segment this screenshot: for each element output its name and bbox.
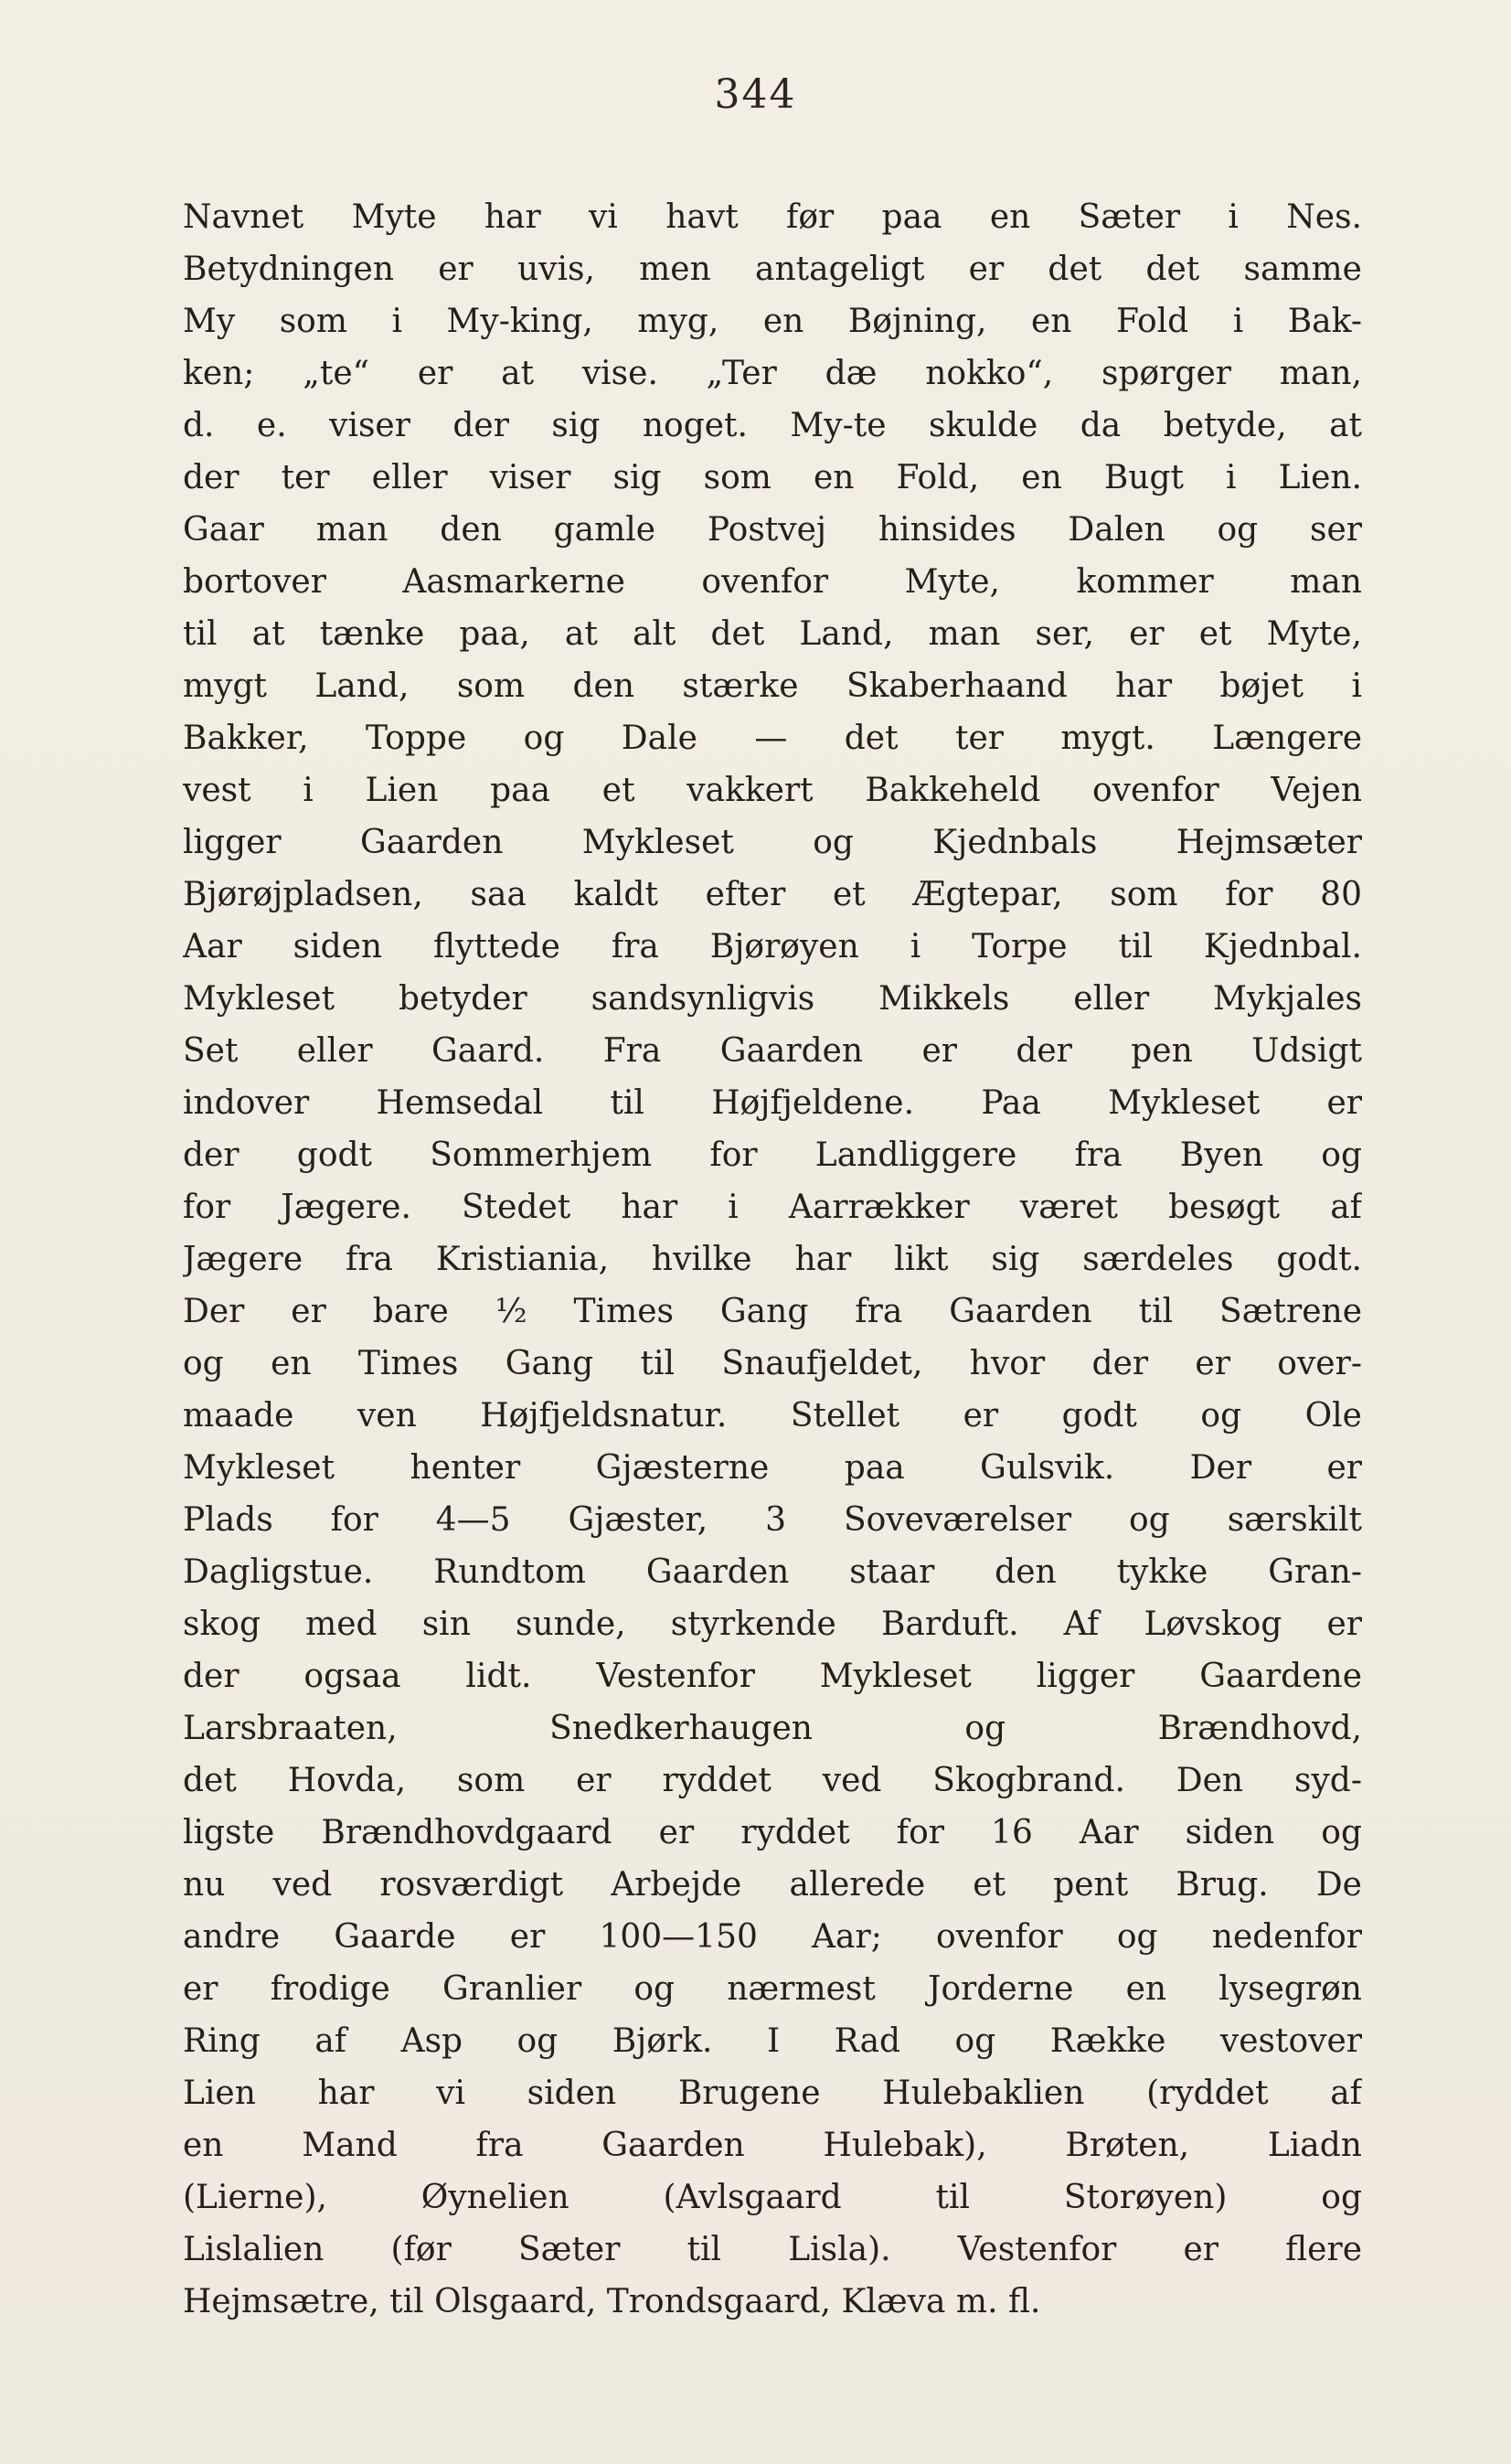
text-line: Aar siden flyttede fra Bjørøyen i Torpe til Kjednbal. bbox=[183, 928, 1362, 965]
text-line: Hejmsætre, til Olsgaard, Trondsgaard, Klæva m. fl. bbox=[183, 2283, 1041, 2320]
text-line: bortover Aasmarkerne ovenfor Myte, kommer man bbox=[183, 563, 1362, 601]
text-line: nu ved rosværdigt Arbejde allerede et pent Brug. De bbox=[183, 1866, 1362, 1904]
text-line: en Mand fra Gaarden Hulebak), Brøten, Liadn bbox=[183, 2127, 1362, 2164]
text-line: ligger Gaarden Mykleset og Kjednbals Hejmsæter bbox=[183, 824, 1362, 861]
text-line: der ter eller viser sig som en Fold, en Bugt i Lien. bbox=[183, 459, 1362, 496]
text-line: My som i My-king, myg, en Bøjning, en Fold i Bak- bbox=[183, 303, 1362, 340]
text-line: Gaar man den gamle Postvej hinsides Dalen og ser bbox=[183, 511, 1362, 549]
text-line: Mykleset betyder sandsynligvis Mikkels eller Mykjales bbox=[183, 980, 1362, 1018]
text-line: Mykleset henter Gjæsterne paa Gulsvik. Der er bbox=[183, 1449, 1362, 1487]
text-line: Larsbraaten, Snedkerhaugen og Brændhovd, bbox=[183, 1710, 1362, 1747]
text-line: mygt Land, som den stærke Skaberhaand har bøjet i bbox=[183, 667, 1362, 705]
text-line: (Lierne), Øynelien (Avlsgaard til Storøyen) og bbox=[183, 2179, 1362, 2216]
text-line: Dagligstue. Rundtom Gaarden staar den tykke Gran- bbox=[183, 1553, 1362, 1591]
text-line: der ogsaa lidt. Vestenfor Mykleset ligger Gaardene bbox=[183, 1658, 1362, 1695]
text-line: er frodige Granlier og nærmest Jorderne en lysegrøn bbox=[183, 1970, 1362, 2008]
text-line: der godt Sommerhjem for Landliggere fra Byen og bbox=[183, 1136, 1362, 1174]
text-line: Jægere fra Kristiania, hvilke har likt sig særdeles godt. bbox=[183, 1241, 1362, 1278]
text-line: Set eller Gaard. Fra Gaarden er der pen Udsigt bbox=[183, 1032, 1362, 1070]
text-line: det Hovda, som er ryddet ved Skogbrand. Den syd- bbox=[183, 1762, 1362, 1799]
text-line: maade ven Højfjeldsnatur. Stellet er godt og Ole bbox=[183, 1397, 1362, 1435]
text-line: andre Gaarde er 100—150 Aar; ovenfor og nedenfor bbox=[183, 1918, 1362, 1956]
text-line: og en Times Gang til Snaufjeldet, hvor der er over- bbox=[183, 1345, 1362, 1382]
text-line: Der er bare ½ Times Gang fra Gaarden til Sætrene bbox=[183, 1293, 1362, 1330]
text-line: Lislalien (før Sæter til Lisla). Vestenfor er flere bbox=[183, 2231, 1362, 2268]
text-line: for Jægere. Stedet har i Aarrækker været besøgt af bbox=[183, 1189, 1362, 1226]
text-line: d. e. viser der sig noget. My-te skulde da betyde, at bbox=[183, 407, 1362, 444]
text-line: indover Hemsedal til Højfjeldene. Paa Mykleset er bbox=[183, 1084, 1362, 1122]
text-line: til at tænke paa, at alt det Land, man ser, er et Myte, bbox=[183, 615, 1362, 653]
page-number: 344 bbox=[714, 71, 797, 118]
text-line: Bjørøjpladsen, saa kaldt efter et Ægtepar, som for 80 bbox=[183, 876, 1362, 913]
text-line: ken; „te“ er at vise. „Ter dæ nokko“, spørger man, bbox=[183, 355, 1362, 392]
text-line: Navnet Myte har vi havt før paa en Sæter i Nes. bbox=[183, 198, 1362, 236]
text-line: Ring af Asp og Bjørk. I Rad og Række vestover bbox=[183, 2022, 1362, 2060]
text-line: Lien har vi siden Brugene Hulebaklien (ryddet af bbox=[183, 2075, 1362, 2112]
text-line: Plads for 4—5 Gjæster, 3 Soveværelser og særskilt bbox=[183, 1501, 1362, 1539]
text-line: vest i Lien paa et vakkert Bakkeheld ovenfor Vejen bbox=[183, 772, 1362, 809]
text-line: skog med sin sunde, styrkende Barduft. Af Løvskog er bbox=[183, 1605, 1362, 1643]
text-body bbox=[183, 192, 1362, 2386]
text-line: Bakker, Toppe og Dale — det ter mygt. Længere bbox=[183, 720, 1362, 757]
text-line: ligste Brændhovdgaard er ryddet for 16 Aar siden og bbox=[183, 1814, 1362, 1851]
text-line: Betydningen er uvis, men antageligt er det det samme bbox=[183, 251, 1362, 288]
